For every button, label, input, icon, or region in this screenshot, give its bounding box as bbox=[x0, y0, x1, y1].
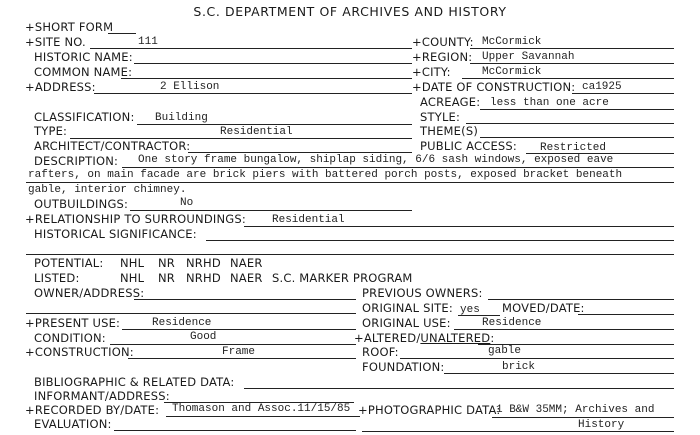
previous-owners-line bbox=[488, 299, 674, 300]
bibliographic-line bbox=[244, 388, 674, 389]
description-line-2: rafters, on main facade are brick piers with battered porch posts, exposed bracket beneath bbox=[28, 169, 623, 181]
potential-label: POTENTIAL: bbox=[34, 256, 104, 270]
recorded-by-line bbox=[166, 416, 360, 417]
site-no-line bbox=[90, 48, 412, 49]
description-label: DESCRIPTION: bbox=[34, 154, 119, 168]
photographic-data-line-2 bbox=[362, 431, 674, 432]
city-line bbox=[462, 78, 674, 79]
original-use-line bbox=[454, 329, 674, 330]
construction-line bbox=[128, 358, 356, 359]
foundation-line bbox=[444, 373, 674, 374]
original-site-line bbox=[458, 315, 500, 316]
foundation-label: FOUNDATION: bbox=[362, 360, 445, 374]
previous-owners-label: PREVIOUS OWNERS: bbox=[362, 286, 483, 300]
informant-label: INFORMANT/ADDRESS: bbox=[34, 389, 170, 403]
architect-label: ARCHITECT/CONTRACTOR: bbox=[34, 139, 191, 153]
potential-nrhd: NRHD bbox=[186, 256, 221, 270]
outbuildings-line bbox=[130, 210, 412, 211]
potential-nhl: NHL bbox=[120, 256, 145, 270]
page-title: S.C. DEPARTMENT OF ARCHIVES AND HISTORY bbox=[193, 4, 507, 19]
description-rule-1 bbox=[122, 167, 674, 168]
region-value: Upper Savannah bbox=[482, 51, 575, 63]
altered-prefix: +ALTERED/ bbox=[354, 331, 421, 345]
outbuildings-value: No bbox=[180, 197, 194, 209]
historical-significance-label: HISTORICAL SIGNIFICANCE: bbox=[34, 227, 197, 241]
description-line-1: One story frame bungalow, shiplap siding, 6/6 sash windows, exposed eave bbox=[138, 154, 614, 166]
short-form-label: +SHORT FORM bbox=[25, 20, 114, 34]
date-of-construction-value: ca1925 bbox=[582, 81, 622, 93]
relationship-label: +RELATIONSHIP TO SURROUNDINGS: bbox=[25, 212, 246, 226]
potential-nr: NR bbox=[158, 256, 175, 270]
historical-significance-line bbox=[206, 240, 674, 241]
moved-date-line bbox=[578, 314, 674, 315]
listed-naer: NAER bbox=[230, 271, 263, 285]
common-name-line bbox=[121, 78, 412, 79]
original-use-label: ORIGINAL USE: bbox=[362, 316, 451, 330]
outbuildings-label: OUTBUILDINGS: bbox=[34, 197, 129, 211]
listed-nrhd: NRHD bbox=[186, 271, 221, 285]
classification-label: CLASSIFICATION: bbox=[34, 110, 135, 124]
relationship-value: Residential bbox=[272, 214, 345, 226]
style-label: STYLE: bbox=[420, 110, 461, 124]
date-of-construction-line bbox=[572, 93, 674, 94]
original-site-label: ORIGINAL SITE: bbox=[362, 301, 453, 315]
classification-line bbox=[137, 124, 412, 125]
county-value: McCormick bbox=[482, 36, 542, 48]
altered-label: +ALTERED/UNALTERED: bbox=[354, 331, 495, 345]
description-rule-2 bbox=[26, 182, 674, 183]
historic-name-label: HISTORIC NAME: bbox=[34, 50, 133, 64]
city-value: McCormick bbox=[482, 66, 542, 78]
photographic-data-value-2: History bbox=[578, 419, 625, 431]
sc-marker-program: S.C. MARKER PROGRAM bbox=[272, 271, 413, 285]
present-use-value: Residence bbox=[152, 317, 212, 329]
evaluation-line bbox=[114, 430, 356, 431]
architect-line bbox=[188, 152, 412, 153]
photographic-data-label: +PHOTOGRAPHIC DATA: bbox=[358, 403, 501, 417]
present-use-line bbox=[122, 329, 356, 330]
address-line bbox=[94, 93, 412, 94]
acreage-line bbox=[480, 109, 674, 110]
acreage-label: ACREAGE: bbox=[420, 95, 481, 109]
recorded-by-value: Thomason and Assoc.11/15/85 bbox=[172, 403, 351, 415]
short-form-line bbox=[108, 33, 136, 34]
type-label: TYPE: bbox=[34, 124, 68, 138]
owner-address-line bbox=[134, 299, 356, 300]
historic-name-line bbox=[134, 63, 412, 64]
site-no-value: 111 bbox=[138, 36, 158, 48]
construction-value: Frame bbox=[222, 346, 256, 358]
recorded-by-label: +RECORDED BY/DATE: bbox=[25, 403, 160, 417]
owner-address-label: OWNER/ADDRESS: bbox=[34, 286, 145, 300]
roof-label: ROOF: bbox=[362, 345, 399, 359]
region-label: +REGION: bbox=[412, 50, 473, 64]
unaltered-label: UNALTERED bbox=[420, 331, 491, 345]
original-site-value: yes bbox=[460, 304, 480, 316]
condition-value: Good bbox=[190, 331, 217, 343]
foundation-value: brick bbox=[502, 361, 536, 373]
historical-significance-line-2 bbox=[26, 254, 674, 255]
listed-nr: NR bbox=[158, 271, 175, 285]
owner-address-line-2 bbox=[26, 313, 356, 314]
city-label: +CITY: bbox=[412, 65, 451, 79]
common-name-label: COMMON NAME: bbox=[34, 65, 133, 79]
relationship-line bbox=[244, 226, 674, 227]
theme-line bbox=[480, 137, 674, 138]
potential-naer: NAER bbox=[230, 256, 263, 270]
county-label: +COUNTY: bbox=[412, 35, 474, 49]
original-use-value: Residence bbox=[482, 317, 542, 329]
photographic-data-value-1: 1 B&W 35MM; Archives and bbox=[496, 404, 655, 416]
classification-value: Building bbox=[155, 112, 208, 124]
description-line-3: gable, interior chimney. bbox=[28, 184, 187, 196]
evaluation-label: EVALUATION: bbox=[34, 417, 112, 431]
acreage-value: less than one acre bbox=[490, 97, 609, 109]
condition-label: CONDITION: bbox=[34, 331, 106, 345]
public-access-label: PUBLIC ACCESS: bbox=[420, 139, 517, 153]
theme-label: THEME(S) bbox=[420, 124, 478, 138]
site-no-label: +SITE NO. bbox=[25, 35, 86, 49]
address-value: 2 Ellison bbox=[160, 81, 220, 93]
moved-date-label: MOVED/DATE: bbox=[502, 301, 585, 315]
roof-line bbox=[400, 358, 674, 359]
type-value: Residential bbox=[220, 126, 293, 138]
address-label: +ADDRESS: bbox=[25, 80, 96, 94]
public-access-value: Restricted bbox=[540, 142, 607, 154]
bibliographic-label: BIBLIOGRAPHIC & RELATED DATA: bbox=[34, 375, 235, 389]
roof-value: gable bbox=[488, 345, 522, 357]
date-of-construction-label: +DATE OF CONSTRUCTION: bbox=[412, 80, 576, 94]
construction-label: +CONSTRUCTION: bbox=[25, 345, 134, 359]
style-line bbox=[466, 123, 674, 124]
present-use-label: +PRESENT USE: bbox=[25, 316, 121, 330]
photographic-data-line bbox=[492, 417, 674, 418]
listed-nhl: NHL bbox=[120, 271, 145, 285]
condition-line bbox=[110, 344, 356, 345]
region-line bbox=[470, 63, 674, 64]
listed-label: LISTED: bbox=[34, 271, 80, 285]
county-line bbox=[470, 48, 674, 49]
